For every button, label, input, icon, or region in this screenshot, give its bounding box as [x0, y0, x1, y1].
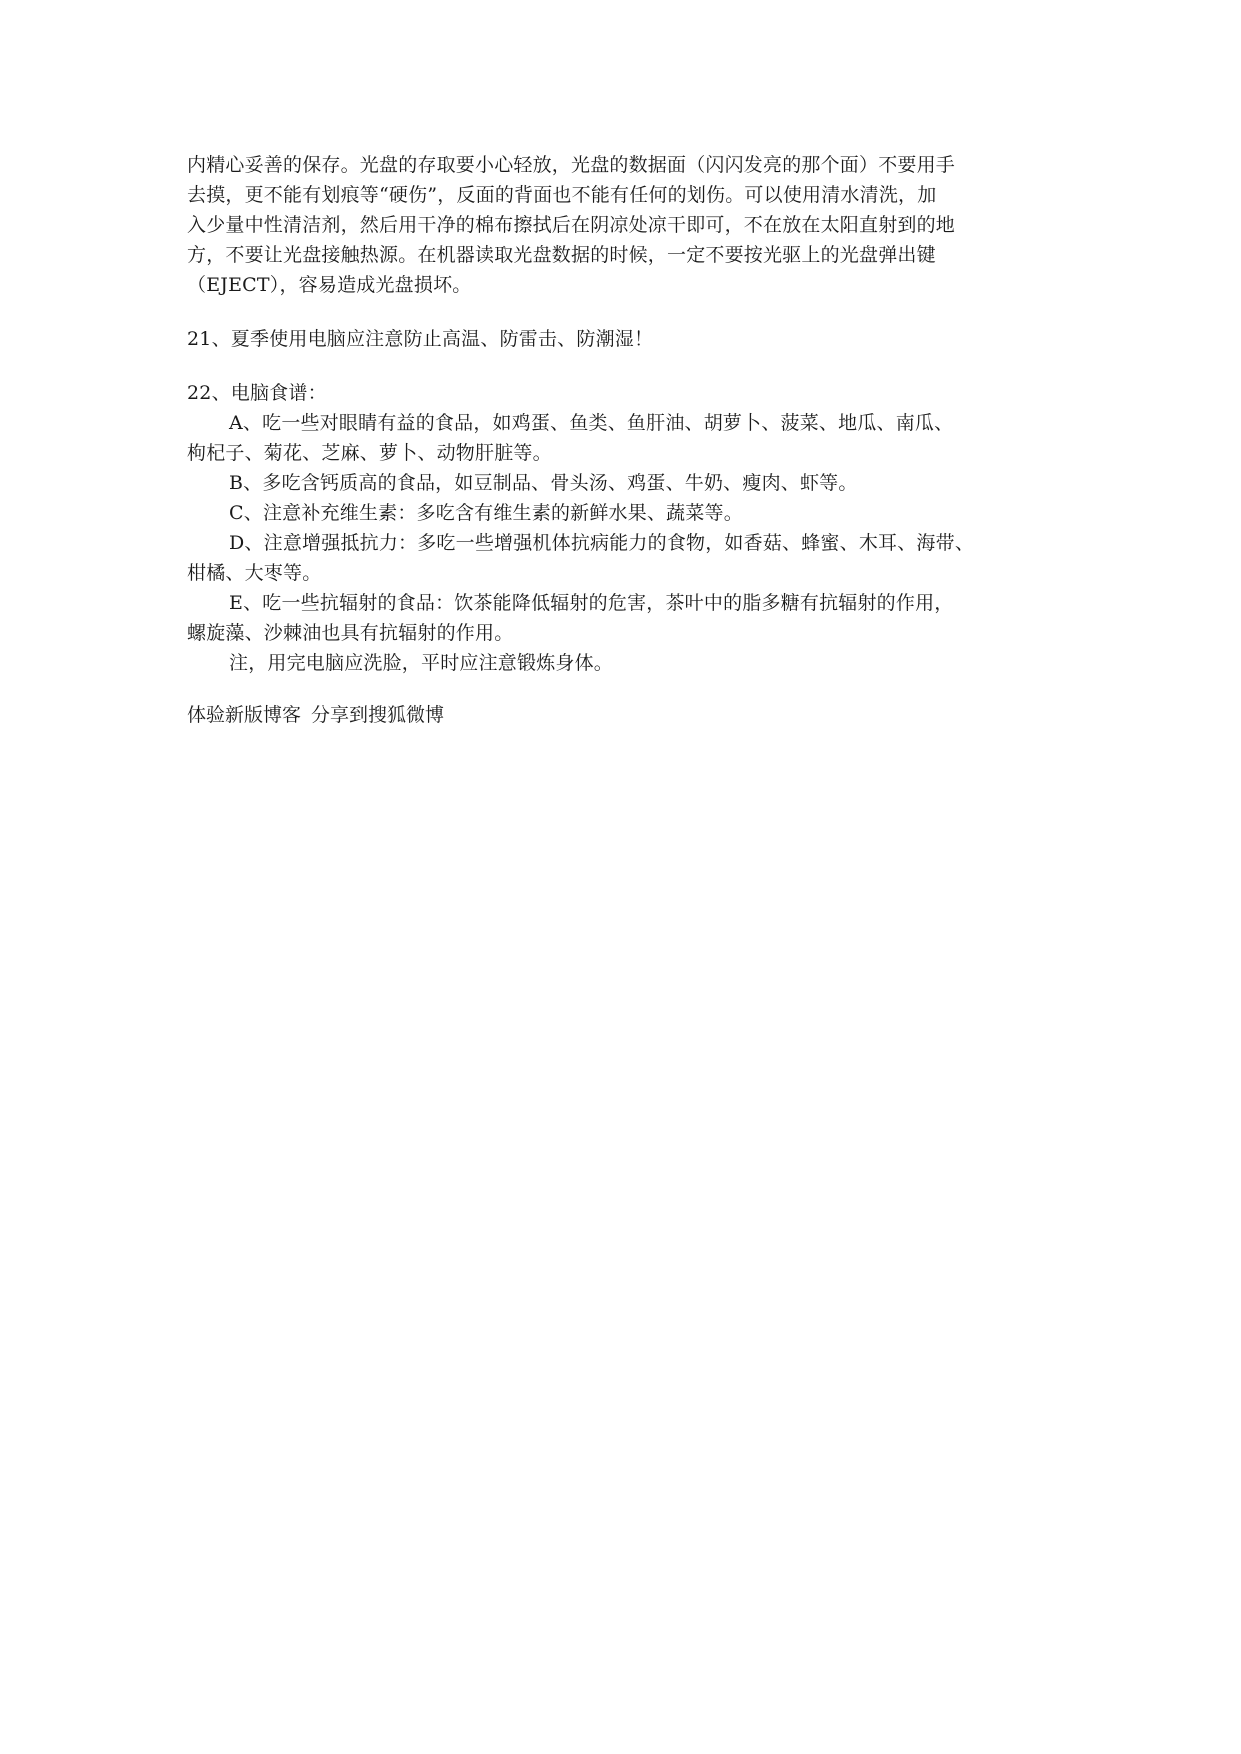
diet-note: 注，用完电脑应洗脸，平时应注意锻炼身体。: [229, 652, 614, 674]
paragraph-line: 内精心妥善的保存。光盘的存取要小心轻放，光盘的数据面（闪闪发亮的那个面）不要用手: [187, 154, 956, 176]
spacer: [187, 300, 1067, 324]
diet-item-d-continued: 柑橘、大枣等。: [187, 562, 322, 584]
paragraph-line: （EJECT），容易造成光盘损坏。: [187, 274, 472, 296]
section-21-heading: 21、夏季使用电脑应注意防止高温、防雷击、防潮湿！: [187, 328, 654, 350]
diet-item-e: E、吃一些抗辐射的食品：饮茶能降低辐射的危害，茶叶中的脂多糖有抗辐射的作用，: [229, 592, 954, 614]
footer-links: [187, 700, 1067, 730]
diet-item-d: D、注意增强抵抗力：多吃一些增强机体抗病能力的食物，如香菇、蜂蜜、木耳、海带、: [229, 532, 975, 554]
spacer: [187, 354, 1067, 378]
diet-item-e-continued: 螺旋藻、沙棘油也具有抗辐射的作用。: [187, 622, 514, 644]
paragraph-line: 方，不要让光盘接触热源。在机器读取光盘数据的时候，一定不要按光驱上的光盘弹出键: [187, 244, 936, 266]
diet-item-a: A、吃一些对眼睛有益的食品，如鸡蛋、鱼类、鱼肝油、胡萝卜、菠菜、地瓜、南瓜、: [229, 412, 954, 434]
diet-item-a-continued: 枸杞子、菊花、芝麻、萝卜、动物肝脏等。: [187, 442, 552, 464]
diet-item-b: B、多吃含钙质高的食品，如豆制品、骨头汤、鸡蛋、牛奶、瘦肉、虾等。: [229, 472, 858, 494]
share-sohu-weibo-link[interactable]: 分享到搜狐微博: [311, 704, 445, 726]
section-22: [187, 378, 1067, 678]
diet-item-c: C、注意补充维生素：多吃含有维生素的新鲜水果、蔬菜等。: [229, 502, 743, 524]
paragraph-line: 入少量中性清洁剂，然后用干净的棉布擦拭后在阴凉处凉干即可，不在放在太阳直射到的地: [187, 214, 956, 236]
document-page: [187, 150, 1067, 730]
new-blog-link[interactable]: 体验新版博客: [187, 704, 302, 726]
paragraph-line: 去摸，更不能有划痕等“硬伤”，反面的背面也不能有任何的划伤。可以使用清水清洗，加: [187, 184, 937, 206]
storage-paragraph: [187, 150, 1067, 300]
spacer: [187, 678, 1067, 700]
section-22-heading: 22、电脑食谱：: [187, 382, 327, 404]
